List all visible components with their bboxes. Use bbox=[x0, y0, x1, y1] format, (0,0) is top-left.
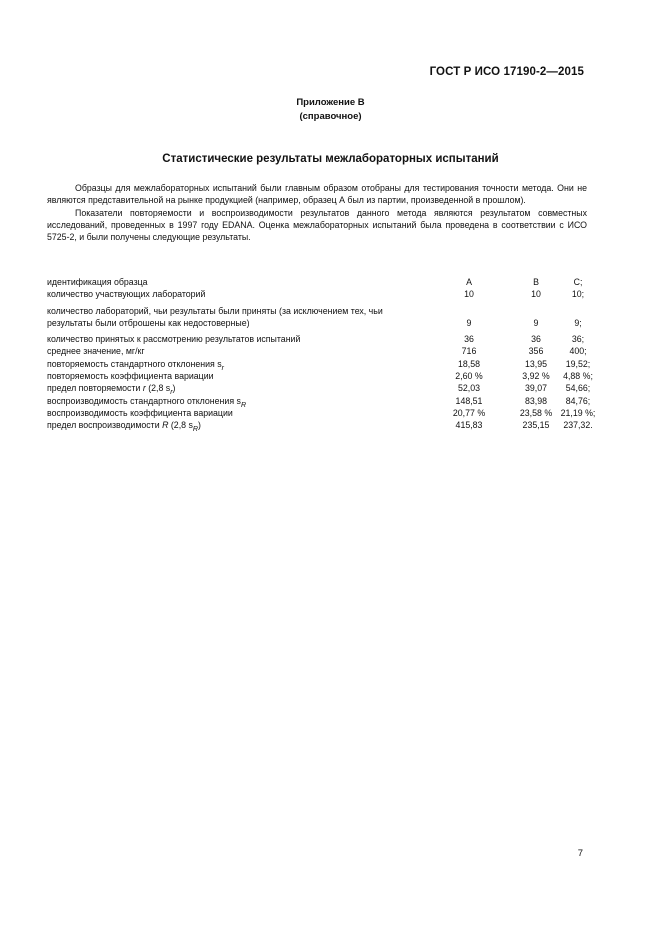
cell-b: 83,98 bbox=[524, 395, 547, 406]
body-text bbox=[47, 182, 587, 243]
subscript: R bbox=[240, 401, 247, 409]
cell-a: 36 bbox=[464, 334, 474, 345]
cell-b: 356 bbox=[528, 346, 544, 357]
row-label: идентификация образца bbox=[47, 277, 148, 287]
row-label: повторяемость стандартного отклонения $s_r$ bbox=[47, 358, 225, 372]
row-label: количество лабораторий, чьи результаты были приняты (за исключением тех, чьи результаты были отброшены как недостоверные) bbox=[47, 305, 383, 328]
table-row bbox=[47, 305, 587, 330]
cell-a: 415,83 bbox=[455, 420, 483, 431]
table-row bbox=[47, 276, 587, 288]
cell-b: 39,07 bbox=[524, 383, 547, 394]
cell-c: 54,66; bbox=[565, 383, 591, 394]
cell-a: 52,03 bbox=[457, 383, 480, 394]
cell-c: 36; bbox=[571, 334, 585, 345]
cell-c: 19,52; bbox=[565, 358, 591, 369]
paragraph-2: Показатели повторяемости и воспроизводимости результатов данного метода являются результатом совместных исследований, проведенных в 1997 году EDANA. Оценка межлабораторных испытаний была проведена в соответствии с ИСО 5725-2, и были получены следующие результаты. bbox=[47, 207, 587, 243]
cell-b: 3,92 % bbox=[522, 371, 550, 382]
cell-b: 235,15 bbox=[522, 420, 550, 431]
appendix-subtitle: (справочное) bbox=[299, 111, 362, 122]
cell-c: 9; bbox=[574, 317, 582, 328]
cell-a: A bbox=[466, 277, 472, 287]
results-table bbox=[47, 276, 596, 434]
row-label: повторяемость коэффициента вариации bbox=[47, 371, 214, 382]
document-standard-header: ГОСТ Р ИСО 17190-2—2015 bbox=[429, 66, 584, 78]
table-row bbox=[47, 288, 587, 300]
cell-a: 20,77 % bbox=[452, 407, 486, 418]
table-row bbox=[47, 382, 591, 397]
cell-b: 13,95 bbox=[524, 358, 547, 369]
cell-c: 237,32. bbox=[563, 420, 593, 431]
subscript: r bbox=[221, 364, 225, 372]
cell-b: 10 bbox=[531, 289, 541, 300]
page-number: 7 bbox=[577, 848, 583, 859]
cell-b: B bbox=[533, 277, 539, 287]
row-label: воспроизводимость стандартного отклонения $s_R$ bbox=[47, 395, 247, 409]
cell-a: 148,51 bbox=[455, 395, 483, 406]
table-row bbox=[47, 419, 593, 434]
table-row bbox=[47, 407, 596, 419]
cell-a: 10 bbox=[464, 289, 474, 300]
subscript: r bbox=[170, 389, 173, 397]
table-row bbox=[47, 395, 591, 409]
cell-c: 400; bbox=[569, 346, 587, 357]
table-row bbox=[47, 345, 587, 357]
cell-a: 716 bbox=[461, 346, 477, 357]
cell-a: 18,58 bbox=[457, 358, 480, 369]
row-label: предел воспроизводимости R (2,8 $s_R$) bbox=[47, 420, 201, 434]
row-label: предел повторяемости r (2,8 $s_r$) bbox=[47, 383, 176, 397]
cell-c: 84,76; bbox=[565, 395, 591, 406]
table-row bbox=[47, 358, 591, 372]
appendix-title: Приложение В bbox=[296, 97, 365, 108]
subscript: R bbox=[192, 426, 198, 434]
cell-c: 21,19 %; bbox=[560, 407, 596, 418]
row-label: воспроизводимость коэффициента вариации bbox=[47, 407, 233, 418]
cell-c: 4,88 %; bbox=[563, 371, 593, 382]
cell-b: 23,58 % bbox=[519, 407, 553, 418]
cell-a: 9 bbox=[466, 317, 472, 328]
table-row bbox=[47, 333, 587, 345]
cell-b: 9 bbox=[533, 317, 539, 328]
paragraph-1: Образцы для межлабораторных испытаний были главным образом отобраны для тестирования точности метода. Они не являются представительной на рынке продукцией (например, образец А был из партии, произведенной в прошлом). bbox=[47, 183, 587, 206]
cell-b: 36 bbox=[531, 334, 541, 345]
cell-c: C; bbox=[573, 277, 583, 287]
cell-c: 10; bbox=[571, 289, 585, 300]
row-label: среднее значение, мг/кг bbox=[47, 346, 145, 357]
row-label: количество участвующих лабораторий bbox=[47, 289, 206, 300]
appendix-heading bbox=[0, 96, 661, 124]
cell-a: 2,60 % bbox=[455, 371, 483, 382]
row-label: количество принятых к рассмотрению результатов испытаний bbox=[47, 334, 301, 345]
table-row bbox=[47, 370, 593, 382]
section-title: Статистические результаты межлабораторных испытаний bbox=[162, 153, 499, 165]
